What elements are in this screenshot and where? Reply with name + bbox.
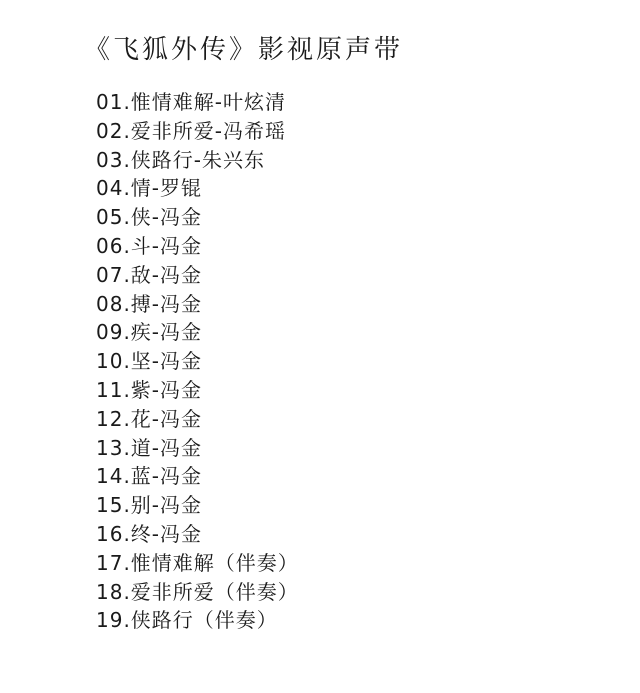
track-item: 11.紫-冯金	[96, 377, 203, 402]
track-item: 08.搏-冯金	[96, 291, 203, 316]
track-item: 17.惟情难解（伴奏）	[96, 550, 299, 575]
track-item: 04.情-罗锟	[96, 176, 203, 201]
track-item: 03.侠路行-朱兴东	[96, 147, 266, 172]
track-item: 01.惟情难解-叶炫清	[96, 90, 287, 114]
track-item: 10.坚-冯金	[96, 349, 203, 374]
document-title: 《飞狐外传》影视原声带	[84, 35, 404, 65]
track-item: 14.蓝-冯金	[96, 464, 203, 489]
track-item: 07.敌-冯金	[96, 262, 203, 287]
track-list	[96, 88, 299, 635]
track-item: 02.爱非所爱-冯希瑶	[96, 118, 287, 143]
track-item: 13.道-冯金	[96, 435, 203, 460]
track-item: 09.疾-冯金	[96, 320, 203, 345]
track-item: 06.斗-冯金	[96, 233, 203, 258]
track-item: 16.终-冯金	[96, 521, 203, 546]
track-item: 12.花-冯金	[96, 406, 203, 431]
track-item: 18.爱非所爱（伴奏）	[96, 579, 299, 604]
track-item: 05.侠-冯金	[96, 205, 203, 230]
track-item: 19.侠路行（伴奏）	[96, 608, 278, 633]
track-item: 15.别-冯金	[96, 493, 203, 518]
